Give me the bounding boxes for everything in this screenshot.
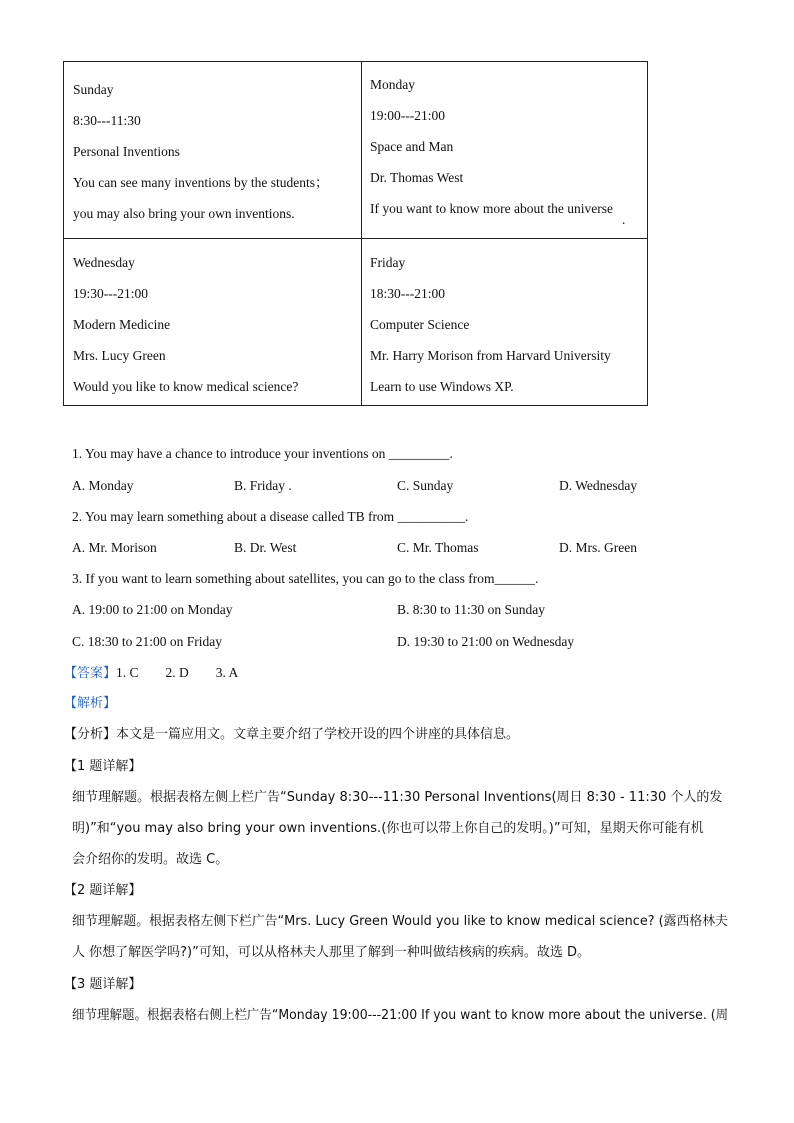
table-divider-horizontal [64,238,647,239]
answer-option: B. 8:30 to 11:30 on Sunday [397,602,546,617]
cell-topic: Computer Science [370,317,470,332]
cell-time: 19:30---21:00 [73,286,148,301]
cell-description: Learn to use Windows XP. [370,379,514,394]
cell-time: 19:00---21:00 [370,108,445,123]
cell-speaker: Mrs. Lucy Green [73,348,166,363]
detail-heading-q3: 【3 题详解】 [64,977,142,992]
question-stem: 2. You may learn something about a disease called TB from __________. [72,509,469,524]
cell-topic: Modern Medicine [73,317,171,332]
answer-option: A. 19:00 to 21:00 on Monday [72,602,233,617]
answer-option: C. Mr. Thomas [397,540,479,555]
answer-option: B. Dr. West [234,540,297,555]
answer-line [64,664,238,683]
table-divider-vertical [361,62,362,405]
cell-topic: Personal Inventions [73,144,180,159]
schedule-table [63,61,648,406]
cell-day: Sunday [73,82,114,97]
cell-day: Monday [370,77,415,92]
cell-time: 18:30---21:00 [370,286,445,301]
answer-option: A. Monday [72,478,134,493]
cell-time: 8:30---11:30 [73,113,141,128]
detail-text: 细节理解题。根据表格右侧上栏广告“Monday 19:00---21:00 If you want to know more about the universe. (周 [72,1008,729,1023]
trailing-dot: . [622,212,626,227]
answer-option: C. 18:30 to 21:00 on Friday [72,634,223,649]
answer-option: C. Sunday [397,478,454,493]
question-stem: 3. If you want to learn something about satellites, you can go to the class from______. [72,571,539,586]
question-stem: 1. You may have a chance to introduce your inventions on _________. [72,446,453,461]
answer-option: D. 19:30 to 21:00 on Wednesday [397,634,575,649]
answer-option: D. Wednesday [559,478,638,493]
detail-text: 人 你想了解医学吗?)”可知，可以从格林夫人那里了解到一种叫做结核病的疾病。故选 D。 [72,945,590,960]
cell-description: you may also bring your own inventions. [73,206,295,221]
detail-text: 细节理解题。根据表格左侧下栏广告“Mrs. Lucy Green Would you like to know medical science? (露西格林夫 [72,914,728,929]
detail-heading-q2: 【2 题详解】 [64,883,142,898]
cell-speaker: Mr. Harry Morison from Harvard University [370,348,611,363]
detail-text: 明)”和“you may also bring your own inventions.(你也可以带上你自己的发明。)”可知，星期天你可能有机 [72,821,704,836]
cell-day: Wednesday [73,255,135,270]
detail-text: 细节理解题。根据表格左侧上栏广告“Sunday 8:30---11:30 Personal Inventions(周日 8:30 - 11:30 个人的发 [72,790,723,805]
analysis-summary: 【分析】本文是一篇应用文。文章主要介绍了学校开设的四个讲座的具体信息。 [64,727,520,742]
analysis-label: 【解析】 [64,696,117,711]
cell-day: Friday [370,255,406,270]
answer-label: 【答案】 [64,666,117,681]
cell-description: If you want to know more about the universe [370,201,613,216]
cell-description: Would you like to know medical science? [73,379,299,394]
cell-speaker: Dr. Thomas West [370,170,464,185]
detail-heading-q1: 【1 题详解】 [64,759,142,774]
answer-option: B. Friday . [234,478,292,493]
cell-topic: Space and Man [370,139,454,154]
answer-option: D. Mrs. Green [559,540,637,555]
detail-text: 会介绍你的发明。故选 C。 [72,852,229,867]
cell-description: You can see many inventions by the students； [73,175,329,190]
answer-option: A. Mr. Morison [72,540,157,555]
answer-text: 1. C 2. D 3. A [116,665,239,680]
